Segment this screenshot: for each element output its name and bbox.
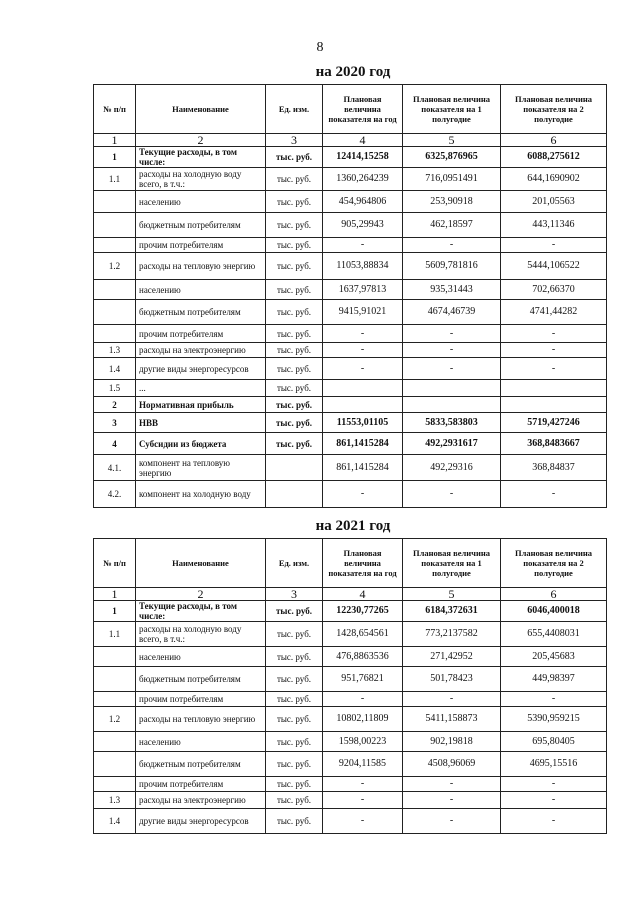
row-unit: тыс. руб. xyxy=(266,433,323,455)
table-row xyxy=(94,692,607,707)
value-year: 10802,11809 xyxy=(323,707,403,732)
row-unit: тыс. руб. xyxy=(266,191,323,213)
row-number: 1.3 xyxy=(94,343,136,358)
table-row xyxy=(94,433,607,455)
table-row xyxy=(94,300,607,325)
value-year: 1360,264239 xyxy=(323,168,403,191)
value-half-2: 655,4408031 xyxy=(501,622,607,647)
row-name: прочим потребителям xyxy=(136,777,266,792)
header-name: Наименование xyxy=(136,85,266,134)
row-number: 1 xyxy=(94,601,136,622)
row-name: Текущие расходы, в том числе: xyxy=(136,147,266,168)
column-number: 2 xyxy=(136,588,266,601)
column-number: 5 xyxy=(403,588,501,601)
column-number: 6 xyxy=(501,588,607,601)
row-name: населению xyxy=(136,732,266,752)
value-year: - xyxy=(323,777,403,792)
row-unit: тыс. руб. xyxy=(266,343,323,358)
value-half-2: - xyxy=(501,777,607,792)
column-number: 3 xyxy=(266,588,323,601)
table-row xyxy=(94,792,607,809)
value-half-1: - xyxy=(403,692,501,707)
table-2021 xyxy=(93,538,607,834)
row-name: расходы на тепловую энергию xyxy=(136,253,266,280)
header-h1: Плановая величина показателя на 1 полугодие xyxy=(403,85,501,134)
header-year: Плановая величина показателя на год xyxy=(323,539,403,588)
table-row xyxy=(94,455,607,481)
value-year xyxy=(323,380,403,397)
row-unit: тыс. руб. xyxy=(266,253,323,280)
header-num: № п/п xyxy=(94,539,136,588)
table-row xyxy=(94,280,607,300)
value-half-1: 492,2931617 xyxy=(403,433,501,455)
header-unit: Ед. изм. xyxy=(266,539,323,588)
value-year: 861,1415284 xyxy=(323,455,403,481)
row-name: Нормативная прибыль xyxy=(136,397,266,413)
value-year: 11053,88834 xyxy=(323,253,403,280)
row-unit xyxy=(266,455,323,481)
row-unit: тыс. руб. xyxy=(266,358,323,380)
value-half-2: 644,1690902 xyxy=(501,168,607,191)
value-year: 951,76821 xyxy=(323,667,403,692)
row-name: бюджетным потребителям xyxy=(136,667,266,692)
value-half-1: 4508,96069 xyxy=(403,752,501,777)
column-number: 5 xyxy=(403,134,501,147)
value-half-1: 6184,372631 xyxy=(403,601,501,622)
value-half-2: - xyxy=(501,481,607,508)
value-year: - xyxy=(323,343,403,358)
row-unit: тыс. руб. xyxy=(266,380,323,397)
row-unit: тыс. руб. xyxy=(266,601,323,622)
value-year xyxy=(323,397,403,413)
value-half-1: 462,18597 xyxy=(403,213,501,238)
value-half-2: - xyxy=(501,809,607,834)
row-name: расходы на электроэнергию xyxy=(136,792,266,809)
row-name: населению xyxy=(136,647,266,667)
value-half-1: 6325,876965 xyxy=(403,147,501,168)
row-name: компонент на холодную воду xyxy=(136,481,266,508)
value-half-2: 5390,959215 xyxy=(501,707,607,732)
column-number-row xyxy=(94,134,607,147)
value-year: 11553,01105 xyxy=(323,413,403,433)
row-number xyxy=(94,280,136,300)
value-half-2: 695,80405 xyxy=(501,732,607,752)
value-year: 12414,15258 xyxy=(323,147,403,168)
column-number: 1 xyxy=(94,588,136,601)
row-number xyxy=(94,238,136,253)
value-half-1: - xyxy=(403,358,501,380)
value-year: 9415,91021 xyxy=(323,300,403,325)
value-half-1 xyxy=(403,380,501,397)
row-number: 2 xyxy=(94,397,136,413)
row-name: расходы на холодную воду всего, в т.ч.: xyxy=(136,622,266,647)
value-year: - xyxy=(323,481,403,508)
row-number: 1.1 xyxy=(94,622,136,647)
row-number: 1.1 xyxy=(94,168,136,191)
row-name: ... xyxy=(136,380,266,397)
row-unit: тыс. руб. xyxy=(266,647,323,667)
value-half-1: - xyxy=(403,238,501,253)
section-title-2020: на 2020 год xyxy=(315,64,391,80)
header-row xyxy=(94,85,607,134)
value-half-2: 5444,106522 xyxy=(501,253,607,280)
value-half-1: 501,78423 xyxy=(403,667,501,692)
value-half-1: 492,29316 xyxy=(403,455,501,481)
table-row xyxy=(94,325,607,343)
table-row xyxy=(94,777,607,792)
value-half-2 xyxy=(501,397,607,413)
value-half-1: 4674,46739 xyxy=(403,300,501,325)
value-half-1: - xyxy=(403,325,501,343)
header-year: Плановая величина показателя на год xyxy=(323,85,403,134)
row-number xyxy=(94,752,136,777)
value-half-2: 4695,15516 xyxy=(501,752,607,777)
value-half-1: 773,2137582 xyxy=(403,622,501,647)
value-half-2: 6088,275612 xyxy=(501,147,607,168)
header-h2: Плановая величина показателя на 2 полугодие xyxy=(501,539,607,588)
table-row xyxy=(94,752,607,777)
column-number: 3 xyxy=(266,134,323,147)
value-year: - xyxy=(323,325,403,343)
row-unit: тыс. руб. xyxy=(266,692,323,707)
row-name: бюджетным потребителям xyxy=(136,213,266,238)
value-half-1: 902,19818 xyxy=(403,732,501,752)
row-unit: тыс. руб. xyxy=(266,325,323,343)
value-half-2: 443,11346 xyxy=(501,213,607,238)
row-unit: тыс. руб. xyxy=(266,622,323,647)
row-name: компонент на тепловую энергию xyxy=(136,455,266,481)
value-half-2: 4741,44282 xyxy=(501,300,607,325)
row-unit: тыс. руб. xyxy=(266,777,323,792)
value-year: - xyxy=(323,809,403,834)
row-unit: тыс. руб. xyxy=(266,300,323,325)
row-unit: тыс. руб. xyxy=(266,168,323,191)
value-half-1: - xyxy=(403,481,501,508)
row-number: 1.4 xyxy=(94,809,136,834)
table-row xyxy=(94,343,607,358)
value-year: 1637,97813 xyxy=(323,280,403,300)
row-number xyxy=(94,325,136,343)
row-number xyxy=(94,647,136,667)
row-name: населению xyxy=(136,191,266,213)
value-half-1: 253,90918 xyxy=(403,191,501,213)
table-row xyxy=(94,380,607,397)
value-year: 1428,654561 xyxy=(323,622,403,647)
value-year: - xyxy=(323,358,403,380)
row-unit: тыс. руб. xyxy=(266,809,323,834)
table-row xyxy=(94,358,607,380)
value-year: 9204,11585 xyxy=(323,752,403,777)
section-title-2021: на 2021 год xyxy=(315,518,391,534)
row-name: прочим потребителям xyxy=(136,325,266,343)
row-number: 4.1. xyxy=(94,455,136,481)
value-half-2: 205,45683 xyxy=(501,647,607,667)
row-unit: тыс. руб. xyxy=(266,213,323,238)
value-half-1: 5609,781816 xyxy=(403,253,501,280)
table-row xyxy=(94,707,607,732)
table-row xyxy=(94,253,607,280)
table-row xyxy=(94,191,607,213)
row-name: расходы на холодную воду всего, в т.ч.: xyxy=(136,168,266,191)
header-name: Наименование xyxy=(136,539,266,588)
table-row xyxy=(94,168,607,191)
value-year: 1598,00223 xyxy=(323,732,403,752)
value-half-2: - xyxy=(501,238,607,253)
value-half-1: - xyxy=(403,343,501,358)
row-unit: тыс. руб. xyxy=(266,397,323,413)
value-half-1: 5411,158873 xyxy=(403,707,501,732)
table-row xyxy=(94,809,607,834)
row-unit: тыс. руб. xyxy=(266,238,323,253)
value-half-2: 5719,427246 xyxy=(501,413,607,433)
value-half-2: 368,8483667 xyxy=(501,433,607,455)
row-unit: тыс. руб. xyxy=(266,413,323,433)
table-row xyxy=(94,413,607,433)
value-year: 476,8863536 xyxy=(323,647,403,667)
value-half-1: 935,31443 xyxy=(403,280,501,300)
value-half-1: 271,42952 xyxy=(403,647,501,667)
page-number: 8 xyxy=(316,40,324,55)
value-half-2: - xyxy=(501,792,607,809)
value-half-2: 201,05563 xyxy=(501,191,607,213)
value-year: 905,29943 xyxy=(323,213,403,238)
row-number xyxy=(94,300,136,325)
column-number: 4 xyxy=(323,588,403,601)
row-number: 1.5 xyxy=(94,380,136,397)
table-row xyxy=(94,647,607,667)
row-number: 1.2 xyxy=(94,707,136,732)
header-unit: Ед. изм. xyxy=(266,85,323,134)
value-half-2: - xyxy=(501,692,607,707)
table-row xyxy=(94,147,607,168)
column-number: 4 xyxy=(323,134,403,147)
value-half-2: - xyxy=(501,325,607,343)
value-year: 861,1415284 xyxy=(323,433,403,455)
row-unit: тыс. руб. xyxy=(266,280,323,300)
row-name: другие виды энергоресурсов xyxy=(136,809,266,834)
row-name: Текущие расходы, в том числе: xyxy=(136,601,266,622)
row-unit: тыс. руб. xyxy=(266,707,323,732)
value-half-1 xyxy=(403,397,501,413)
row-name: расходы на тепловую энергию xyxy=(136,707,266,732)
table-row xyxy=(94,481,607,508)
row-number xyxy=(94,732,136,752)
table-row xyxy=(94,601,607,622)
row-name: НВВ xyxy=(136,413,266,433)
value-half-2: - xyxy=(501,358,607,380)
row-unit: тыс. руб. xyxy=(266,147,323,168)
row-name: Субсидии из бюджета xyxy=(136,433,266,455)
value-half-2 xyxy=(501,380,607,397)
row-name: другие виды энергоресурсов xyxy=(136,358,266,380)
row-name: прочим потребителям xyxy=(136,692,266,707)
row-number: 1 xyxy=(94,147,136,168)
value-half-1: - xyxy=(403,777,501,792)
header-h2: Плановая величина показателя на 2 полугодие xyxy=(501,85,607,134)
row-name: населению xyxy=(136,280,266,300)
value-half-2: - xyxy=(501,343,607,358)
row-name: расходы на электроэнергию xyxy=(136,343,266,358)
table-row xyxy=(94,397,607,413)
value-half-2: 702,66370 xyxy=(501,280,607,300)
row-number xyxy=(94,667,136,692)
table-row xyxy=(94,213,607,238)
value-half-2: 368,84837 xyxy=(501,455,607,481)
row-number: 3 xyxy=(94,413,136,433)
row-unit: тыс. руб. xyxy=(266,752,323,777)
value-year: 454,964806 xyxy=(323,191,403,213)
value-half-2: 6046,400018 xyxy=(501,601,607,622)
row-unit: тыс. руб. xyxy=(266,792,323,809)
value-half-1: - xyxy=(403,809,501,834)
header-row xyxy=(94,539,607,588)
row-number: 1.2 xyxy=(94,253,136,280)
row-number: 4 xyxy=(94,433,136,455)
row-unit: тыс. руб. xyxy=(266,732,323,752)
row-number xyxy=(94,692,136,707)
column-number-row xyxy=(94,588,607,601)
value-year: - xyxy=(323,792,403,809)
table-2020 xyxy=(93,84,607,508)
row-name: прочим потребителям xyxy=(136,238,266,253)
table-row xyxy=(94,732,607,752)
row-name: бюджетным потребителям xyxy=(136,752,266,777)
column-number: 2 xyxy=(136,134,266,147)
row-unit xyxy=(266,481,323,508)
column-number: 6 xyxy=(501,134,607,147)
value-half-1: 5833,583803 xyxy=(403,413,501,433)
column-number: 1 xyxy=(94,134,136,147)
table-row xyxy=(94,238,607,253)
row-number xyxy=(94,191,136,213)
header-h1: Плановая величина показателя на 1 полугодие xyxy=(403,539,501,588)
table-row xyxy=(94,667,607,692)
value-year: - xyxy=(323,238,403,253)
value-half-1: - xyxy=(403,792,501,809)
value-year: 12230,77265 xyxy=(323,601,403,622)
value-half-1: 716,0951491 xyxy=(403,168,501,191)
row-name: бюджетным потребителям xyxy=(136,300,266,325)
value-year: - xyxy=(323,692,403,707)
header-num: № п/п xyxy=(94,85,136,134)
row-number: 4.2. xyxy=(94,481,136,508)
value-half-2: 449,98397 xyxy=(501,667,607,692)
table-row xyxy=(94,622,607,647)
row-number xyxy=(94,777,136,792)
row-number xyxy=(94,213,136,238)
row-number: 1.3 xyxy=(94,792,136,809)
row-unit: тыс. руб. xyxy=(266,667,323,692)
row-number: 1.4 xyxy=(94,358,136,380)
